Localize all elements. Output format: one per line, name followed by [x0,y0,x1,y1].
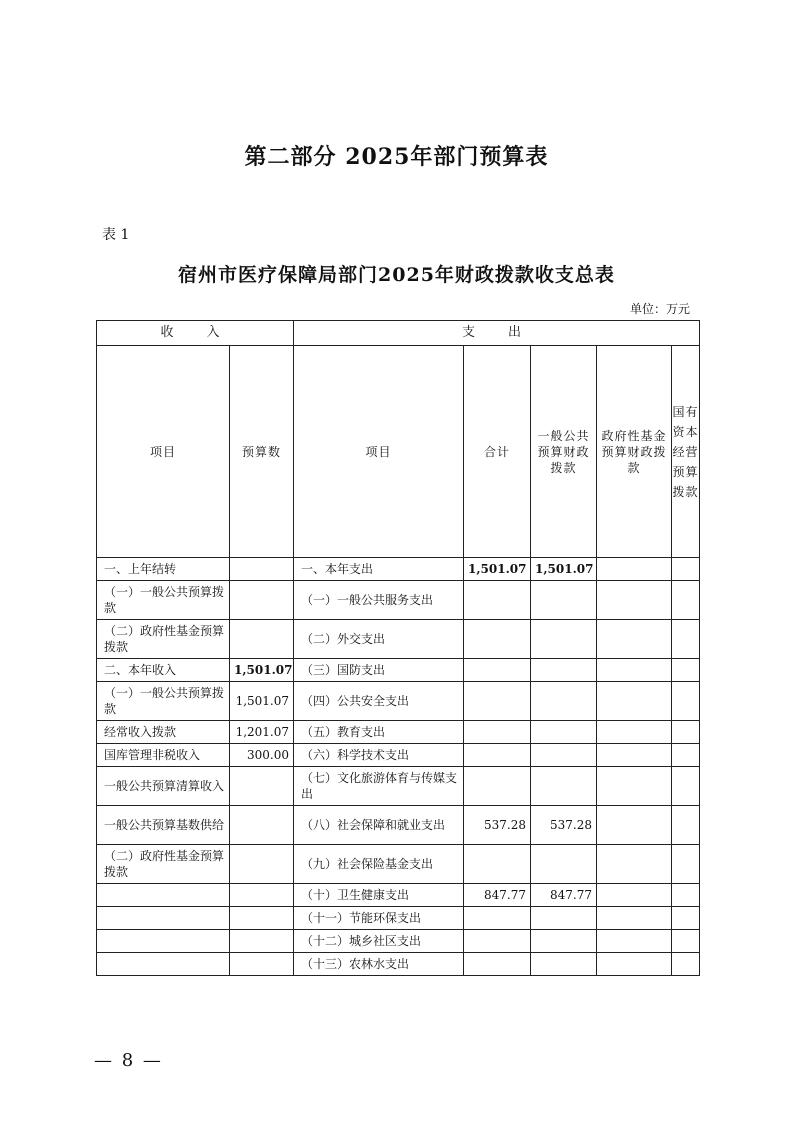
income-item-cell: 一般公共预算基数供给 [97,806,230,845]
table-title: 宿州市医疗保障局部门2025年财政拨款收支总表 [178,264,615,286]
expense-item-cell: （三）国防支出 [294,659,464,682]
general-budget-cell [531,659,597,682]
col-fund-budget: 政府性基金预算财政拨款 [597,346,672,558]
unit-label: 单位：万元 [629,302,690,316]
expense-item-cell: （四）公共安全支出 [294,682,464,721]
expense-item-cell: （十）卫生健康支出 [294,884,464,907]
table-row [97,682,700,721]
income-item-cell [97,953,230,976]
state-capital-cell [672,845,700,884]
fund-budget-cell [597,620,672,659]
total-cell: 537.28 [464,806,531,845]
general-budget-cell: 537.28 [531,806,597,845]
income-budget-cell: 1,201.07 [230,721,294,744]
table-row [97,558,700,581]
income-item-cell [97,907,230,930]
table-row [97,721,700,744]
general-budget-cell: 847.77 [531,884,597,907]
income-budget-cell [230,907,294,930]
fund-budget-cell [597,845,672,884]
income-budget-cell: 300.00 [230,744,294,767]
income-item-cell: 经常收入拨款 [97,721,230,744]
fund-budget-cell [597,884,672,907]
table-row [97,620,700,659]
expense-item-cell: （六）科学技术支出 [294,744,464,767]
total-cell [464,930,531,953]
col-income-budget: 预算数 [230,346,294,558]
total-cell [464,620,531,659]
state-capital-cell [672,806,700,845]
total-cell [464,659,531,682]
total-cell [464,721,531,744]
income-item-cell [97,930,230,953]
expense-item-cell: （九）社会保险基金支出 [294,845,464,884]
general-budget-cell [531,930,597,953]
general-budget-cell [531,682,597,721]
table-row [97,953,700,976]
income-item-cell: （一）一般公共预算拨款 [97,682,230,721]
state-capital-cell [672,581,700,620]
table-row [97,930,700,953]
state-capital-cell [672,721,700,744]
state-capital-cell [672,767,700,806]
total-cell [464,907,531,930]
state-capital-cell [672,907,700,930]
fund-budget-cell [597,682,672,721]
table-row [97,806,700,845]
expense-item-cell: 一、本年支出 [294,558,464,581]
fund-budget-cell [597,744,672,767]
total-cell [464,744,531,767]
fund-budget-cell [597,953,672,976]
income-budget-cell: 1,501.07 [230,659,294,682]
income-budget-cell [230,581,294,620]
general-budget-cell [531,845,597,884]
general-budget-cell: 1,501.07 [531,558,597,581]
state-capital-cell [672,620,700,659]
expense-item-cell: （二）外交支出 [294,620,464,659]
income-budget-cell [230,930,294,953]
total-cell: 847.77 [464,884,531,907]
general-budget-cell [531,581,597,620]
total-cell: 1,501.07 [464,558,531,581]
income-budget-cell [230,845,294,884]
state-capital-cell [672,558,700,581]
income-budget-cell [230,806,294,845]
table-row [97,744,700,767]
fund-budget-cell [597,581,672,620]
table-row [97,767,700,806]
page-number: — 8 — [94,1050,163,1071]
col-expense-item: 项目 [294,346,464,558]
income-header: 收 入 [97,321,294,346]
table-body [97,558,700,976]
fund-budget-cell [597,558,672,581]
total-cell [464,682,531,721]
total-cell [464,953,531,976]
total-cell [464,767,531,806]
col-state-capital: 国有资本经营预算拨款 [672,346,700,558]
expense-header: 支 出 [294,321,700,346]
table-row [97,659,700,682]
col-total: 合计 [464,346,531,558]
total-cell [464,581,531,620]
income-budget-cell [230,884,294,907]
state-capital-cell [672,659,700,682]
expense-item-cell: （一）一般公共服务支出 [294,581,464,620]
expense-item-cell: （五）教育支出 [294,721,464,744]
fund-budget-cell [597,659,672,682]
fund-budget-cell [597,907,672,930]
fund-budget-cell [597,930,672,953]
income-budget-cell [230,953,294,976]
income-item-cell [97,884,230,907]
expense-item-cell: （七）文化旅游体育与传媒支出 [294,767,464,806]
state-capital-cell [672,884,700,907]
col-income-item: 项目 [97,346,230,558]
income-item-cell: （一）一般公共预算拨款 [97,581,230,620]
col-general-budget: 一般公共预算财政拨款 [531,346,597,558]
state-capital-cell [672,930,700,953]
section-title: 第二部分 2025年部门预算表 [244,144,549,170]
state-capital-cell [672,953,700,976]
table-row [97,884,700,907]
general-budget-cell [531,620,597,659]
income-budget-cell [230,620,294,659]
table-row [97,907,700,930]
income-item-cell: 二、本年收入 [97,659,230,682]
budget-table [96,320,700,976]
income-item-cell: 国库管理非税收入 [97,744,230,767]
general-budget-cell [531,953,597,976]
fund-budget-cell [597,806,672,845]
expense-item-cell: （十三）农林水支出 [294,953,464,976]
general-budget-cell [531,767,597,806]
income-item-cell: （二）政府性基金预算拨款 [97,620,230,659]
income-budget-cell: 1,501.07 [230,682,294,721]
general-budget-cell [531,907,597,930]
expense-item-cell: （十一）节能环保支出 [294,907,464,930]
expense-item-cell: （十二）城乡社区支出 [294,930,464,953]
fund-budget-cell [597,767,672,806]
table-row [97,845,700,884]
income-item-cell: （二）政府性基金预算拨款 [97,845,230,884]
fund-budget-cell [597,721,672,744]
table-row [97,581,700,620]
income-item-cell: 一、上年结转 [97,558,230,581]
total-cell [464,845,531,884]
income-budget-cell [230,767,294,806]
expense-item-cell: （八）社会保障和就业支出 [294,806,464,845]
table-number: 表 1 [102,227,130,243]
income-budget-cell [230,558,294,581]
state-capital-cell [672,682,700,721]
general-budget-cell [531,744,597,767]
income-item-cell: 一般公共预算清算收入 [97,767,230,806]
general-budget-cell [531,721,597,744]
state-capital-cell [672,744,700,767]
